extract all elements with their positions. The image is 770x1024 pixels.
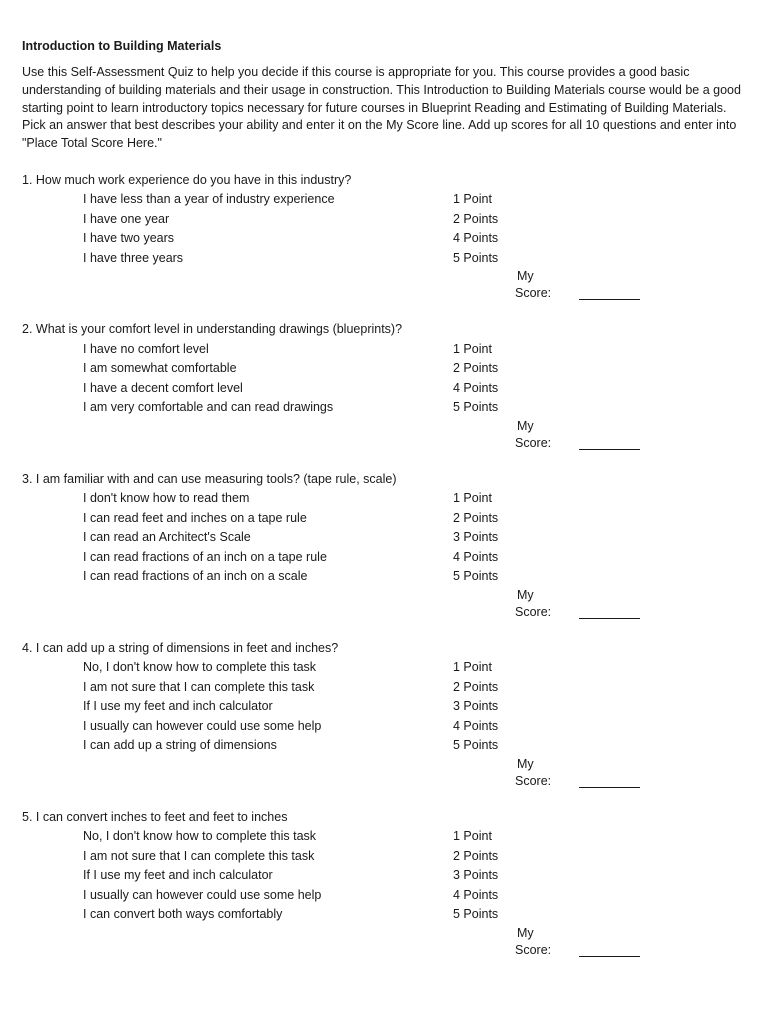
answer-option — [22, 905, 742, 925]
answer-option — [22, 359, 742, 379]
answer-option-points: 3 Points — [453, 868, 499, 883]
my-score-row — [22, 587, 742, 621]
my-score-row — [22, 925, 742, 959]
question-1 — [22, 171, 742, 303]
question-text: 1. How much work experience do you have in this industry? — [22, 172, 352, 187]
answer-option-points: 2 Points — [453, 510, 499, 525]
answer-option-points: 4 Points — [453, 380, 499, 395]
answer-option-points: 2 Points — [453, 361, 499, 376]
answer-option — [22, 678, 742, 698]
my-score-label: Score: — [515, 942, 552, 957]
answer-option-label: I am very comfortable and can read drawings — [83, 400, 334, 415]
my-score-label-my: My — [517, 418, 534, 433]
answer-option-points: 2 Points — [453, 848, 499, 863]
answer-option — [22, 379, 742, 399]
my-score-row — [22, 418, 742, 452]
answer-option-points: 4 Points — [453, 718, 499, 733]
answer-option-label: I am not sure that I can complete this task — [83, 679, 315, 694]
question-2 — [22, 320, 742, 452]
questions-list — [22, 171, 742, 959]
answer-option — [22, 528, 742, 548]
quiz-page — [22, 38, 742, 959]
answer-option-points: 3 Points — [453, 530, 499, 545]
answer-option-label: If I use my feet and inch calculator — [83, 868, 273, 883]
my-score-label-my: My — [517, 587, 534, 602]
my-score-input-line[interactable] — [579, 299, 640, 300]
my-score-label-my: My — [517, 925, 534, 940]
my-score-row — [22, 268, 742, 302]
answer-option-label: I have one year — [83, 211, 170, 226]
answer-option-label: I have two years — [83, 231, 175, 246]
answer-option-points: 3 Points — [453, 699, 499, 714]
question-spacer — [22, 452, 742, 470]
answer-option-points: 5 Points — [453, 569, 499, 584]
my-score-label: Score: — [515, 286, 552, 301]
answer-option-points: 2 Points — [453, 679, 499, 694]
answer-option-label: I can read fractions of an inch on a tape rule — [83, 549, 327, 564]
question-text: 3. I am familiar with and can use measuring tools? (tape rule, scale) — [22, 471, 397, 486]
question-spacer — [22, 621, 742, 639]
answer-option-points: 4 Points — [453, 231, 499, 246]
answer-option — [22, 866, 742, 886]
answer-option — [22, 340, 742, 360]
answer-option-points: 1 Point — [453, 829, 492, 844]
answer-option-points: 1 Point — [453, 491, 492, 506]
my-score-label: Score: — [515, 604, 552, 619]
answer-option-points: 5 Points — [453, 738, 499, 753]
answer-option-label: I have a decent comfort level — [83, 380, 243, 395]
answer-option — [22, 827, 742, 847]
my-score-input-line[interactable] — [579, 956, 640, 957]
my-score-label: Score: — [515, 435, 552, 450]
answer-option-label: I am somewhat comfortable — [83, 361, 237, 376]
answer-option-label: I am not sure that I can complete this task — [83, 848, 315, 863]
answer-option-points: 1 Point — [453, 341, 492, 356]
answer-option-label: I can read an Architect's Scale — [83, 530, 251, 545]
my-score-label-my: My — [517, 269, 534, 284]
answer-option-points: 5 Points — [453, 400, 499, 415]
my-score-row — [22, 756, 742, 790]
answer-option — [22, 697, 742, 717]
answer-option-label: I have no comfort level — [83, 341, 209, 356]
answer-option-label: I usually can however could use some help — [83, 887, 322, 902]
question-spacer — [22, 302, 742, 320]
answer-option — [22, 509, 742, 529]
answer-option — [22, 249, 742, 269]
answer-option-points: 1 Point — [453, 192, 492, 207]
intro-section — [22, 64, 742, 153]
answer-option-label: I can read feet and inches on a tape rule — [83, 510, 307, 525]
answer-option-label: I can read fractions of an inch on a scale — [83, 569, 308, 584]
my-score-label-my: My — [517, 756, 534, 771]
question-3 — [22, 470, 742, 621]
answer-option-points: 1 Point — [453, 660, 492, 675]
intro-paragraph: Use this Self-Assessment Quiz to help you decide if this course is appropriate for you. This course provides a good basic understanding of building materials and their usage in construction. This Introduction to Building Materials course would be a good starting point to learn introductory topics necessary for future courses in Blueprint Reading and Estimating of Building Materials. — [22, 65, 741, 115]
answer-option-label: No, I don't know how to complete this task — [83, 660, 317, 675]
answer-option-points: 5 Points — [453, 250, 499, 265]
answer-option-label: I can convert both ways comfortably — [83, 907, 283, 922]
my-score-input-line[interactable] — [579, 618, 640, 619]
answer-option-points: 2 Points — [453, 211, 499, 226]
answer-option — [22, 489, 742, 509]
answer-option — [22, 548, 742, 568]
question-spacer — [22, 790, 742, 808]
answer-option-label: No, I don't know how to complete this task — [83, 829, 317, 844]
my-score-input-line[interactable] — [579, 449, 640, 450]
answer-option-label: If I use my feet and inch calculator — [83, 699, 273, 714]
answer-option — [22, 847, 742, 867]
question-5 — [22, 808, 742, 959]
answer-option — [22, 717, 742, 737]
answer-option-points: 4 Points — [453, 549, 499, 564]
answer-option-label: I don't know how to read them — [83, 491, 250, 506]
question-text: 5. I can convert inches to feet and feet to inches — [22, 809, 288, 824]
answer-option — [22, 229, 742, 249]
answer-option — [22, 658, 742, 678]
question-4 — [22, 639, 742, 790]
answer-option-label: I have less than a year of industry experience — [83, 192, 335, 207]
answer-option — [22, 567, 742, 587]
answer-option-label: I can add up a string of dimensions — [83, 738, 277, 753]
answer-option — [22, 398, 742, 418]
my-score-input-line[interactable] — [579, 787, 640, 788]
answer-option-label: I have three years — [83, 250, 184, 265]
answer-option-points: 4 Points — [453, 887, 499, 902]
document-title: Introduction to Building Materials — [22, 39, 222, 53]
answer-option-points: 5 Points — [453, 907, 499, 922]
answer-option — [22, 210, 742, 230]
question-text: 2. What is your comfort level in understanding drawings (blueprints)? — [22, 322, 403, 337]
answer-option-label: I usually can however could use some help — [83, 718, 322, 733]
answer-option — [22, 190, 742, 210]
answer-option — [22, 736, 742, 756]
my-score-label: Score: — [515, 773, 552, 788]
question-text: 4. I can add up a string of dimensions in feet and inches? — [22, 640, 339, 655]
answer-option — [22, 886, 742, 906]
instructions-paragraph: Pick an answer that best describes your ability and enter it on the My Score line. Add up scores for all 10 questions and enter into "Place Total Score Here." — [22, 118, 737, 151]
